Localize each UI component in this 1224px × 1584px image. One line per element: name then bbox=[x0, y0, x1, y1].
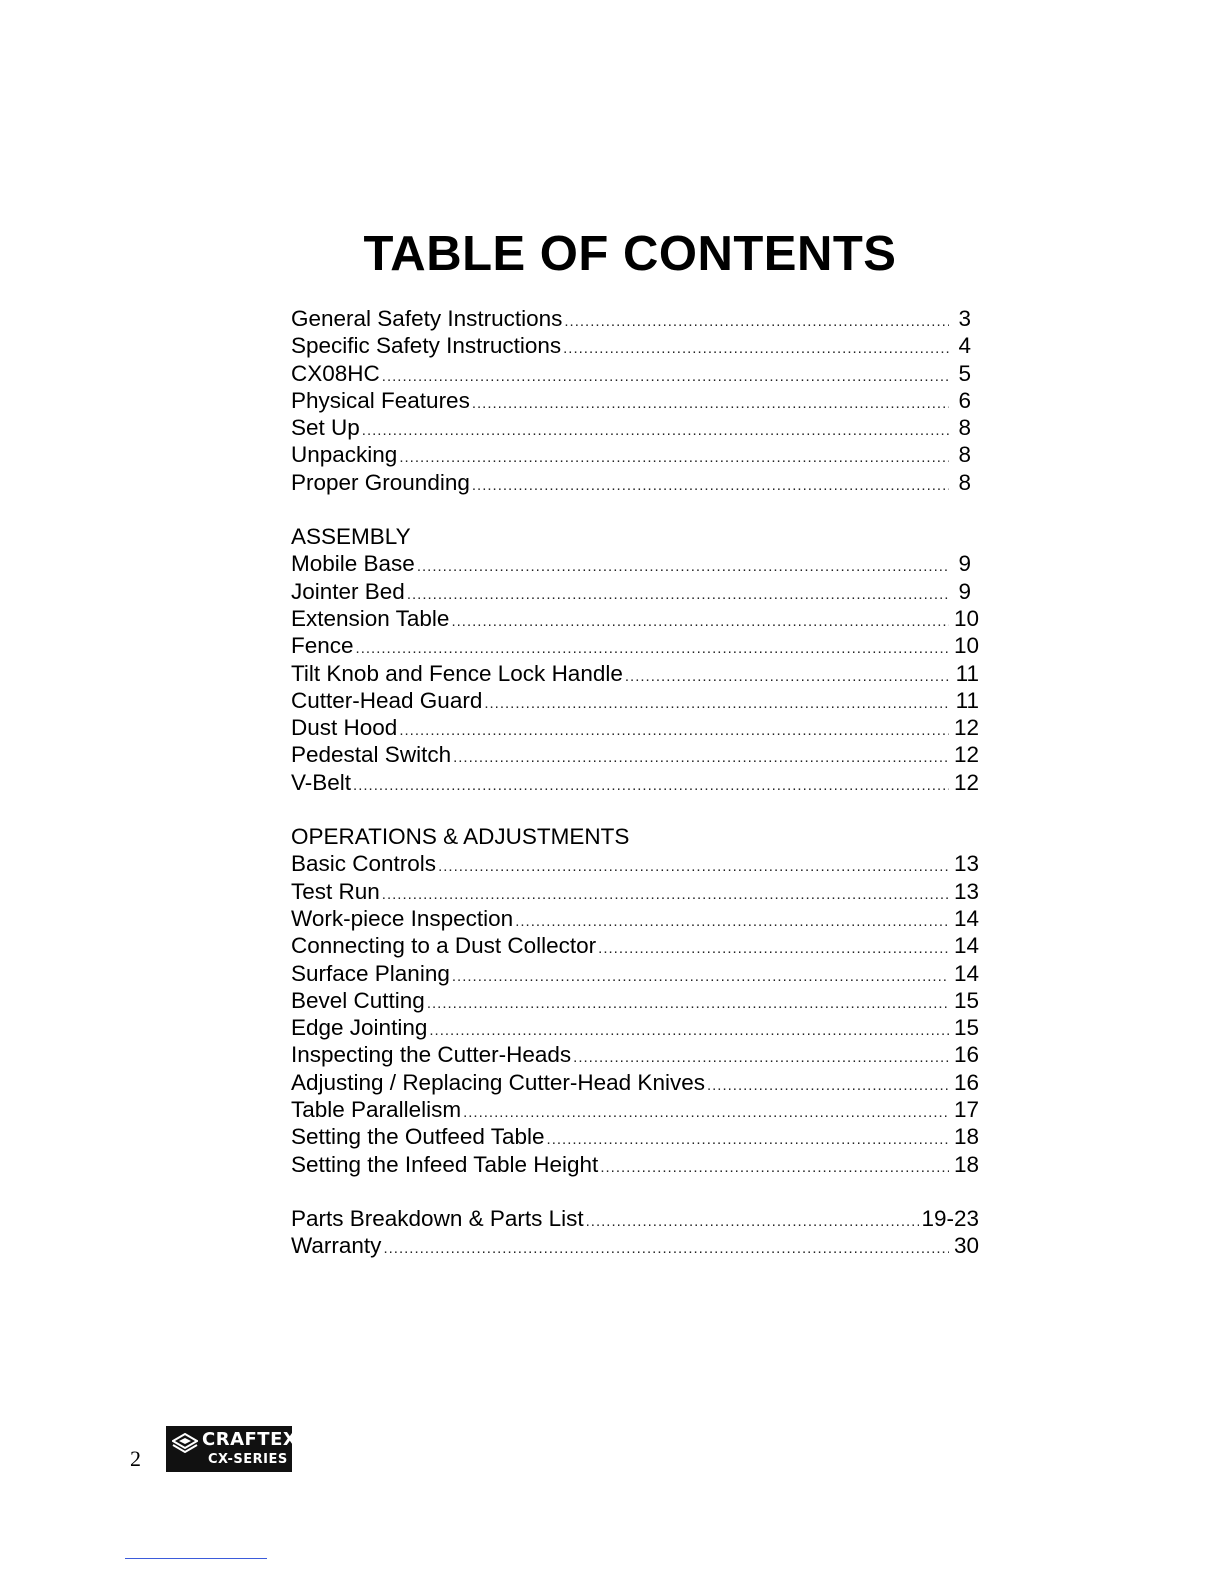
toc-dot-leader bbox=[362, 417, 949, 444]
toc-dot-leader bbox=[625, 663, 949, 690]
toc-entry-page: 13 bbox=[953, 878, 979, 904]
toc-entry bbox=[291, 1014, 979, 1041]
toc-dot-leader bbox=[417, 553, 949, 580]
toc-entry-label: Cutter-Head Guard bbox=[291, 687, 483, 713]
toc-section-heading: OPERATIONS & ADJUSTMENTS bbox=[291, 824, 630, 850]
toc-entry-page: 12 bbox=[953, 769, 979, 795]
toc-dot-leader bbox=[707, 1072, 949, 1099]
toc-entry-page: 12 bbox=[953, 742, 979, 768]
toc-entry bbox=[291, 1123, 979, 1150]
toc-entry bbox=[291, 769, 979, 796]
toc-entry-label: General Safety Instructions bbox=[291, 306, 563, 331]
toc-entry-page: 18 bbox=[953, 1151, 979, 1177]
toc-entry-label: Proper Grounding bbox=[291, 469, 470, 495]
toc-entry-label: Setting the Infeed Table Height bbox=[291, 1151, 599, 1177]
toc-entry-page: 16 bbox=[953, 1069, 979, 1095]
toc-entry bbox=[291, 605, 979, 632]
table-of-contents bbox=[291, 305, 979, 1287]
toc-entry bbox=[291, 441, 979, 468]
toc-dot-leader bbox=[353, 772, 949, 799]
footer-rule bbox=[125, 1558, 267, 1559]
toc-entry-page: 6 bbox=[958, 387, 971, 413]
toc-entry bbox=[291, 714, 979, 741]
toc-entry bbox=[291, 1096, 979, 1123]
toc-entry-page: 3 bbox=[958, 306, 971, 331]
toc-entry-page: 15 bbox=[953, 1015, 979, 1041]
toc-entry-page: 10 bbox=[953, 633, 979, 659]
toc-dot-leader bbox=[586, 1208, 920, 1235]
toc-entry-label: Fence bbox=[291, 633, 354, 659]
toc-dot-leader bbox=[463, 1099, 949, 1126]
toc-entry-label: Edge Jointing bbox=[291, 1015, 428, 1041]
toc-entry-label: Parts Breakdown & Parts List bbox=[291, 1205, 584, 1231]
toc-entry bbox=[291, 578, 979, 605]
toc-entry-page: 17 bbox=[953, 1097, 979, 1123]
toc-dot-leader bbox=[382, 363, 949, 390]
toc-dot-leader bbox=[600, 1154, 949, 1181]
logo-wordmark: CRAFTEX bbox=[202, 1429, 298, 1450]
toc-dot-leader bbox=[399, 444, 949, 471]
toc-entry-label: Specific Safety Instructions bbox=[291, 333, 562, 359]
toc-entry-page: 19-23 bbox=[921, 1205, 979, 1231]
toc-entry bbox=[291, 905, 979, 932]
toc-entry-label: Adjusting / Replacing Cutter-Head Knives bbox=[291, 1069, 705, 1095]
toc-entry-page: 15 bbox=[953, 987, 979, 1013]
toc-dot-leader bbox=[573, 1044, 949, 1071]
toc-dot-leader bbox=[438, 853, 949, 880]
toc-section-heading: ASSEMBLY bbox=[291, 524, 411, 550]
toc-entry bbox=[291, 850, 979, 877]
toc-entry-page: 4 bbox=[958, 333, 971, 359]
craftex-logo bbox=[166, 1426, 298, 1472]
toc-entry bbox=[291, 1232, 979, 1259]
toc-entry bbox=[291, 878, 979, 905]
toc-entry bbox=[291, 1151, 979, 1178]
toc-entry bbox=[291, 360, 979, 387]
toc-dot-leader bbox=[472, 390, 949, 417]
toc-entry-label: Dust Hood bbox=[291, 715, 398, 741]
toc-dot-leader bbox=[453, 744, 949, 771]
toc-entry bbox=[291, 1069, 979, 1096]
toc-entry-label: Connecting to a Dust Collector bbox=[291, 933, 597, 959]
toc-entry-label: Setting the Outfeed Table bbox=[291, 1124, 545, 1150]
toc-entry bbox=[291, 632, 979, 659]
toc-dot-leader bbox=[356, 635, 949, 662]
toc-entry-label: Unpacking bbox=[291, 442, 398, 468]
toc-entry-label: Table Parallelism bbox=[291, 1097, 462, 1123]
toc-entry bbox=[291, 332, 979, 359]
toc-entry-label: V-Belt bbox=[291, 769, 352, 795]
toc-dot-leader bbox=[564, 308, 949, 335]
toc-entry-page: 13 bbox=[953, 851, 979, 877]
toc-section bbox=[291, 1205, 979, 1260]
page-number: 2 bbox=[130, 1446, 141, 1471]
toc-dot-leader bbox=[451, 608, 949, 635]
toc-entry-label: Extension Table bbox=[291, 605, 450, 631]
toc-entry bbox=[291, 1205, 979, 1232]
toc-entry bbox=[291, 741, 979, 768]
toc-dot-leader bbox=[598, 935, 949, 962]
toc-section bbox=[291, 305, 979, 496]
toc-dot-leader bbox=[407, 581, 949, 608]
toc-entry-label: Jointer Bed bbox=[291, 578, 405, 604]
toc-dot-leader bbox=[547, 1126, 949, 1153]
toc-entry bbox=[291, 469, 979, 496]
toc-entry-page: 8 bbox=[958, 469, 971, 495]
toc-dot-leader bbox=[383, 1235, 949, 1262]
toc-dot-leader bbox=[563, 335, 949, 362]
toc-entry-label: Inspecting the Cutter-Heads bbox=[291, 1042, 572, 1068]
toc-entry-page: 18 bbox=[953, 1124, 979, 1150]
toc-entry-label: Tilt Knob and Fence Lock Handle bbox=[291, 660, 623, 686]
toc-entry-page: 14 bbox=[953, 905, 979, 931]
toc-dot-leader bbox=[472, 472, 949, 499]
toc-entry bbox=[291, 414, 979, 441]
toc-section bbox=[291, 823, 979, 1178]
toc-entry-label: Set Up bbox=[291, 415, 360, 441]
toc-dot-leader bbox=[515, 908, 949, 935]
toc-entry-label: Bevel Cutting bbox=[291, 987, 425, 1013]
toc-dot-leader bbox=[382, 881, 949, 908]
toc-section bbox=[291, 523, 979, 796]
page-title: TABLE OF CONTENTS bbox=[363, 227, 897, 281]
toc-entry-label: Warranty bbox=[291, 1233, 382, 1259]
toc-dot-leader bbox=[484, 690, 949, 717]
toc-entry-label: Mobile Base bbox=[291, 551, 415, 577]
toc-dot-leader bbox=[427, 990, 949, 1017]
toc-entry-page: 16 bbox=[953, 1042, 979, 1068]
toc-entry-page: 30 bbox=[953, 1233, 979, 1259]
toc-entry bbox=[291, 960, 979, 987]
toc-entry bbox=[291, 687, 979, 714]
toc-entry-label: Work-piece Inspection bbox=[291, 905, 514, 931]
toc-entry-page: 8 bbox=[958, 442, 971, 468]
toc-entry-page: 11 bbox=[955, 687, 979, 713]
toc-entry-page: 8 bbox=[958, 415, 971, 441]
logo-series-text: CX-SERIES bbox=[208, 1452, 288, 1467]
toc-entry-label: Pedestal Switch bbox=[291, 742, 452, 768]
toc-entry-label: CX08HC bbox=[291, 360, 380, 386]
toc-entry-page: 9 bbox=[958, 578, 971, 604]
toc-entry bbox=[291, 660, 979, 687]
toc-entry-page: 11 bbox=[955, 660, 979, 686]
toc-entry bbox=[291, 1041, 979, 1068]
toc-entry bbox=[291, 550, 979, 577]
toc-entry bbox=[291, 387, 979, 414]
toc-entry-page: 14 bbox=[953, 960, 979, 986]
toc-dot-leader bbox=[429, 1017, 949, 1044]
craftex-diamond-icon bbox=[172, 1433, 198, 1453]
toc-entry-page: 14 bbox=[953, 933, 979, 959]
toc-entry-page: 12 bbox=[953, 715, 979, 741]
toc-dot-leader bbox=[399, 717, 949, 744]
toc-entry-label: Surface Planing bbox=[291, 960, 450, 986]
toc-entry bbox=[291, 305, 979, 332]
toc-entry bbox=[291, 932, 979, 959]
toc-entry-label: Basic Controls bbox=[291, 851, 437, 877]
toc-entry-label: Physical Features bbox=[291, 387, 470, 413]
toc-dot-leader bbox=[452, 963, 949, 990]
toc-entry-page: 10 bbox=[953, 605, 979, 631]
toc-entry bbox=[291, 987, 979, 1014]
toc-entry-page: 5 bbox=[958, 360, 971, 386]
toc-entry-page: 9 bbox=[958, 551, 971, 577]
toc-entry-label: Test Run bbox=[291, 878, 380, 904]
